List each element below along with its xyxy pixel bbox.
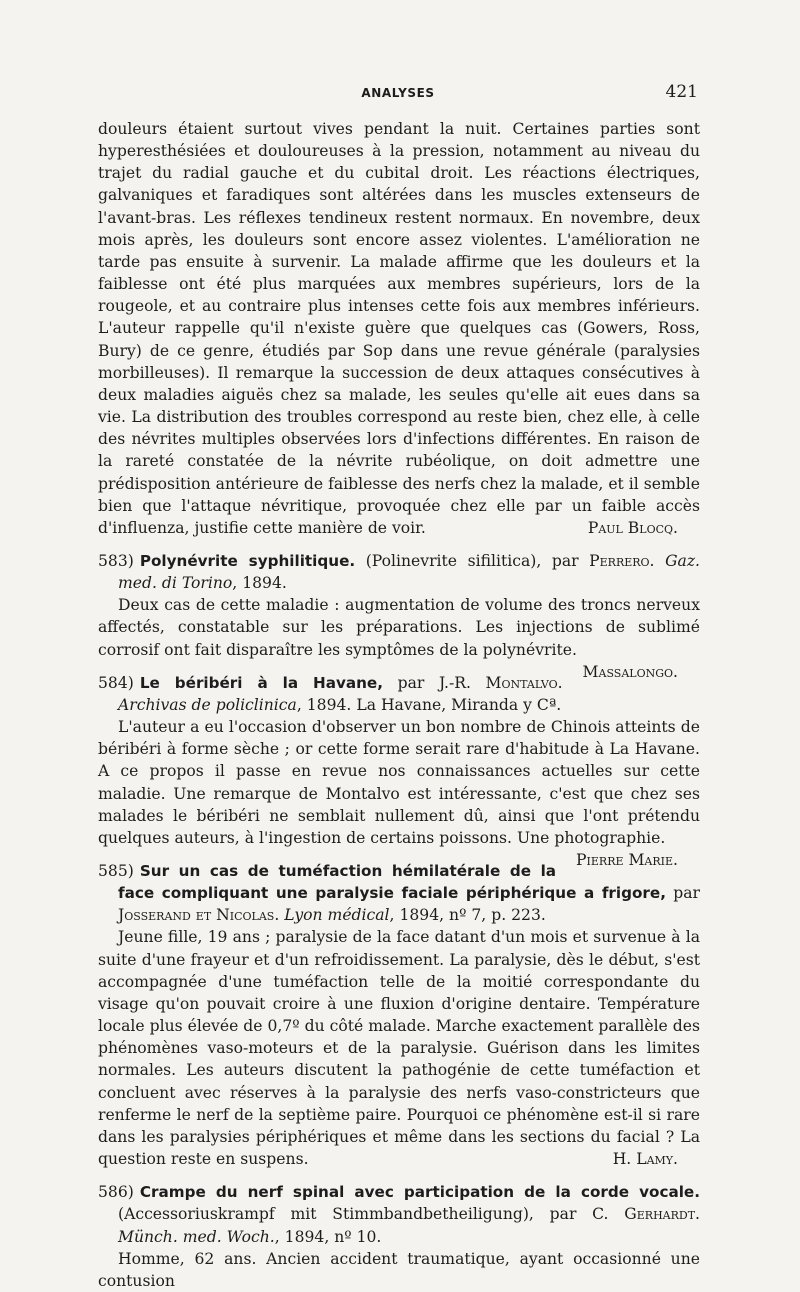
entry-body	[98, 926, 700, 1170]
entry-author: Montalvo.	[485, 673, 563, 692]
entry-number: 584)	[98, 673, 134, 692]
entry	[98, 550, 700, 681]
entry-title: Sur un cas de tuméfaction hémilatérale de la face compliquant une paralysie faciale périphérique a frigore,	[118, 862, 666, 903]
entry-text: Homme, 62 ans. Ancien accident traumatique, ayant occasionné une contusion	[98, 1249, 700, 1290]
entry-number: 585)	[98, 862, 134, 880]
running-head: ANALYSES	[361, 86, 435, 100]
entry	[98, 860, 700, 1170]
continued-paragraph	[98, 118, 700, 539]
entry-author: Josserand et Nicolas.	[118, 906, 280, 925]
entry-pre-author: (Accessoriuskrampf mit Stimmbandbetheiligung), par C.	[118, 1205, 625, 1224]
entry-source-details: , 1894, nº 10.	[274, 1227, 382, 1246]
entry-author: Gerhardt.	[624, 1205, 700, 1224]
entry-source: Gaz. med. di Torino	[118, 551, 700, 593]
entry-heading	[98, 550, 700, 594]
entry-title: Crampe du nerf spinal avec participation de la corde vocale.	[139, 1183, 700, 1202]
entry-source-details: , 1894. La Havane, Miranda y Cª.	[296, 695, 562, 714]
signature: Massalongo.	[582, 662, 678, 681]
entry-title: Polynévrite syphilitique.	[139, 551, 356, 570]
page-number: 421	[665, 82, 698, 102]
entry-text: Jeune fille, 19 ans ; paralysie de la face datant d'un mois et survenue à la suite d'une frayeur et d'un refroidissement. La paralysie, dès le début, s'est accompagnée d'une tuméfaction telle de la moitié correspondante du visage qu'on pouvait croire à une fluxion d'origine dentaire. Température locale plus élevée de 0,7º du côté malade. Marche exactement parallèle des phénomènes vaso-moteurs et de la paralysie. Guérison dans les limites normales. Les auteurs discutent la pathogénie de cette tuméfaction et concluent avec réserves à la paralysie des nerfs vaso-constricteurs que renferme le nerf de la septième paire. Pourquoi ce phénomène est-il si rare dans les paralysies périphériques et même dans les sections du facial ? La question reste en suspens.	[98, 928, 700, 1169]
entry-source-details: , 1894, nº 7, p. 223.	[389, 906, 546, 925]
entry-text: L'auteur a eu l'occasion d'observer un bon nombre de Chinois atteints de béribéri à forme sèche ; or cette forme serait rare d'habitude à La Havane. A ce propos il passe en revue nos connaissances actuelles sur cette maladie. Une remarque de Montalvo est intéressante, c'est que chez ses malades le béribéri ne semblait nullement dû, ainsi que l'ont prétendu quelques auteurs, à l'ingestion de certains poissons. Une photographie.	[98, 718, 700, 847]
entry-heading	[98, 1181, 700, 1247]
entry-source: Münch. med. Woch.	[118, 1227, 275, 1246]
entry-pre-author: (Polinevrite sifilitica), par	[355, 551, 590, 570]
entry-source-details: , 1894.	[232, 574, 287, 593]
signature: Paul Blocq.	[587, 518, 678, 537]
entry-source: Lyon médical	[279, 906, 390, 925]
entry-source: Archivas de policlinica	[118, 695, 297, 714]
entry-body	[98, 1248, 700, 1292]
signature: Pierre Marie.	[576, 851, 678, 869]
entry-number: 583)	[98, 551, 134, 570]
entry-text: Deux cas de cette maladie : augmentation de volume des troncs nerveux affectés, constatable sur les préparations. Les injections de sublimé corrosif ont fait disparaître les symptômes de la polynévrite.	[98, 596, 700, 659]
entry	[98, 1181, 700, 1292]
article-body	[98, 118, 700, 1292]
entry-pre-author: par J.-R.	[383, 673, 486, 692]
entry-pre-author: par	[666, 884, 700, 903]
page-header	[98, 82, 698, 106]
entry-body	[98, 716, 700, 869]
entry-number: 586)	[98, 1183, 134, 1202]
signature: H. Lamy.	[612, 1150, 678, 1169]
entry-body	[98, 594, 700, 681]
entry-title: Le béribéri à la Havane,	[139, 673, 384, 692]
entry-author: Perrero.	[589, 551, 655, 570]
entry	[98, 672, 700, 869]
paragraph-text: douleurs étaient surtout vives pendant la nuit. Certaines parties sont hyperesthésiées et douloureuses à la pression, notamment au niveau du trajet du radial gauche et du cubital droit. Les réactions électriques, galvaniques et faradiques sont altérées dans les muscles extenseurs de l'avant-bras. Les réflexes tendineux restent normaux. En novembre, deux mois après, les douleurs sont encore assez violentes. L'amélioration ne tarde pas ensuite à survenir. La malade affirme que les douleurs et la faiblesse ont été plus marquées aux membres supérieurs, lors de la rougeole, et au contraire plus intenses cette fois aux membres inférieurs. L'auteur rappelle qu'il n'existe guère que quelques cas (Gowers, Ross, Bury) de ce genre, étudiés par Sop dans une revue générale (paralysies morbilleuses). Il remarque la succession de deux attaques consécutives à deux maladies aiguës chez sa malade, les seules qu'elle ait eues dans sa vie. La distribution des troubles correspond au reste bien, chez elle, à celle des névrites multiples observées lors d'infections différentes. En raison de la rareté constatée de la névrite rubéolique, on doit admettre une prédisposition antérieure de faiblesse des nerfs chez la malade, et il semble bien que l'attaque névritique, provoquée chez elle par un faible accès d'influenza, justifie cette manière de voir.	[98, 120, 700, 537]
